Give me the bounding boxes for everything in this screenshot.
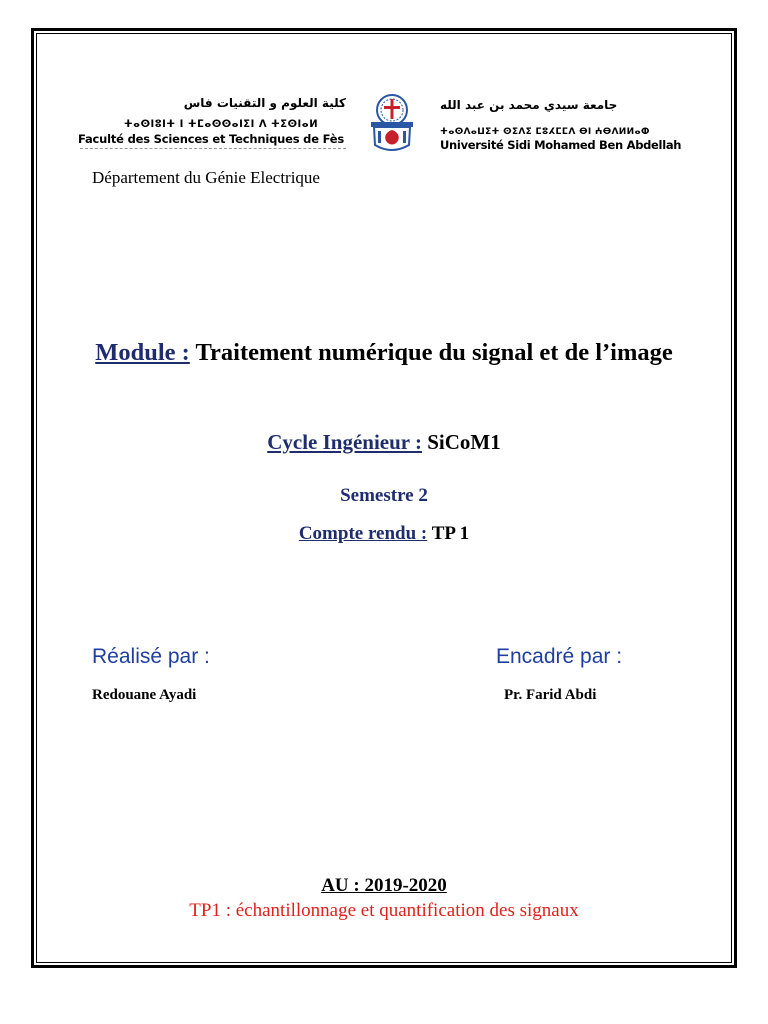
cycle-label: Cycle Ingénieur : bbox=[267, 430, 422, 454]
university-name-tifinagh: ⵜⴰⵙⴷⴰⵡⵉⵜ ⵙⵉⴷⵉ ⵎⵓⵃⵎⵎⴷ ⴱⵏ ⵄⴱⴷⵍⵍⴰⵀ bbox=[440, 127, 650, 137]
faculty-name-tifinagh: ⵜⴰⵙⵏⵓⵏⵜ ⵏ ⵜⵎⴰⵙⵙⴰⵏⵉⵏ ⴷ ⵜⵉⵙⵏⴰⵍ bbox=[123, 119, 319, 130]
realise-label: Réalisé par : bbox=[92, 645, 210, 668]
academic-year: AU : 2019-2020 bbox=[321, 875, 447, 896]
report-value: TP 1 bbox=[431, 523, 470, 544]
semester-heading: Semestre 2 bbox=[340, 485, 428, 506]
cycle-heading bbox=[60, 430, 708, 455]
tp-title: TP1 : échantillonnage et quantification des signaux bbox=[189, 900, 579, 921]
module-title: Traitement numérique du signal et de l’image bbox=[195, 339, 673, 366]
supervisor-name: Pr. Farid Abdi bbox=[504, 687, 597, 703]
faculty-divider bbox=[80, 148, 346, 149]
author-name: Redouane Ayadi bbox=[92, 687, 197, 703]
module-heading bbox=[60, 338, 708, 368]
cycle-value: SiCoM1 bbox=[427, 430, 501, 454]
report-heading bbox=[60, 523, 708, 545]
faculty-name-arabic: كلية العلوم و التقنيات فاس bbox=[183, 96, 346, 110]
report-label: Compte rendu : bbox=[298, 523, 428, 544]
university-name-arabic: جامعة سيدي محمد بن عبد الله bbox=[440, 98, 618, 112]
module-label: Module : bbox=[95, 339, 190, 366]
university-name-french: Université Sidi Mohamed Ben Abdellah bbox=[440, 138, 682, 152]
university-crest-icon bbox=[362, 93, 422, 155]
department-name: Département du Génie Electrique bbox=[92, 168, 320, 187]
faculty-name-french: Faculté des Sciences et Techniques de Fès bbox=[78, 132, 345, 146]
encadre-label: Encadré par : bbox=[496, 645, 623, 668]
